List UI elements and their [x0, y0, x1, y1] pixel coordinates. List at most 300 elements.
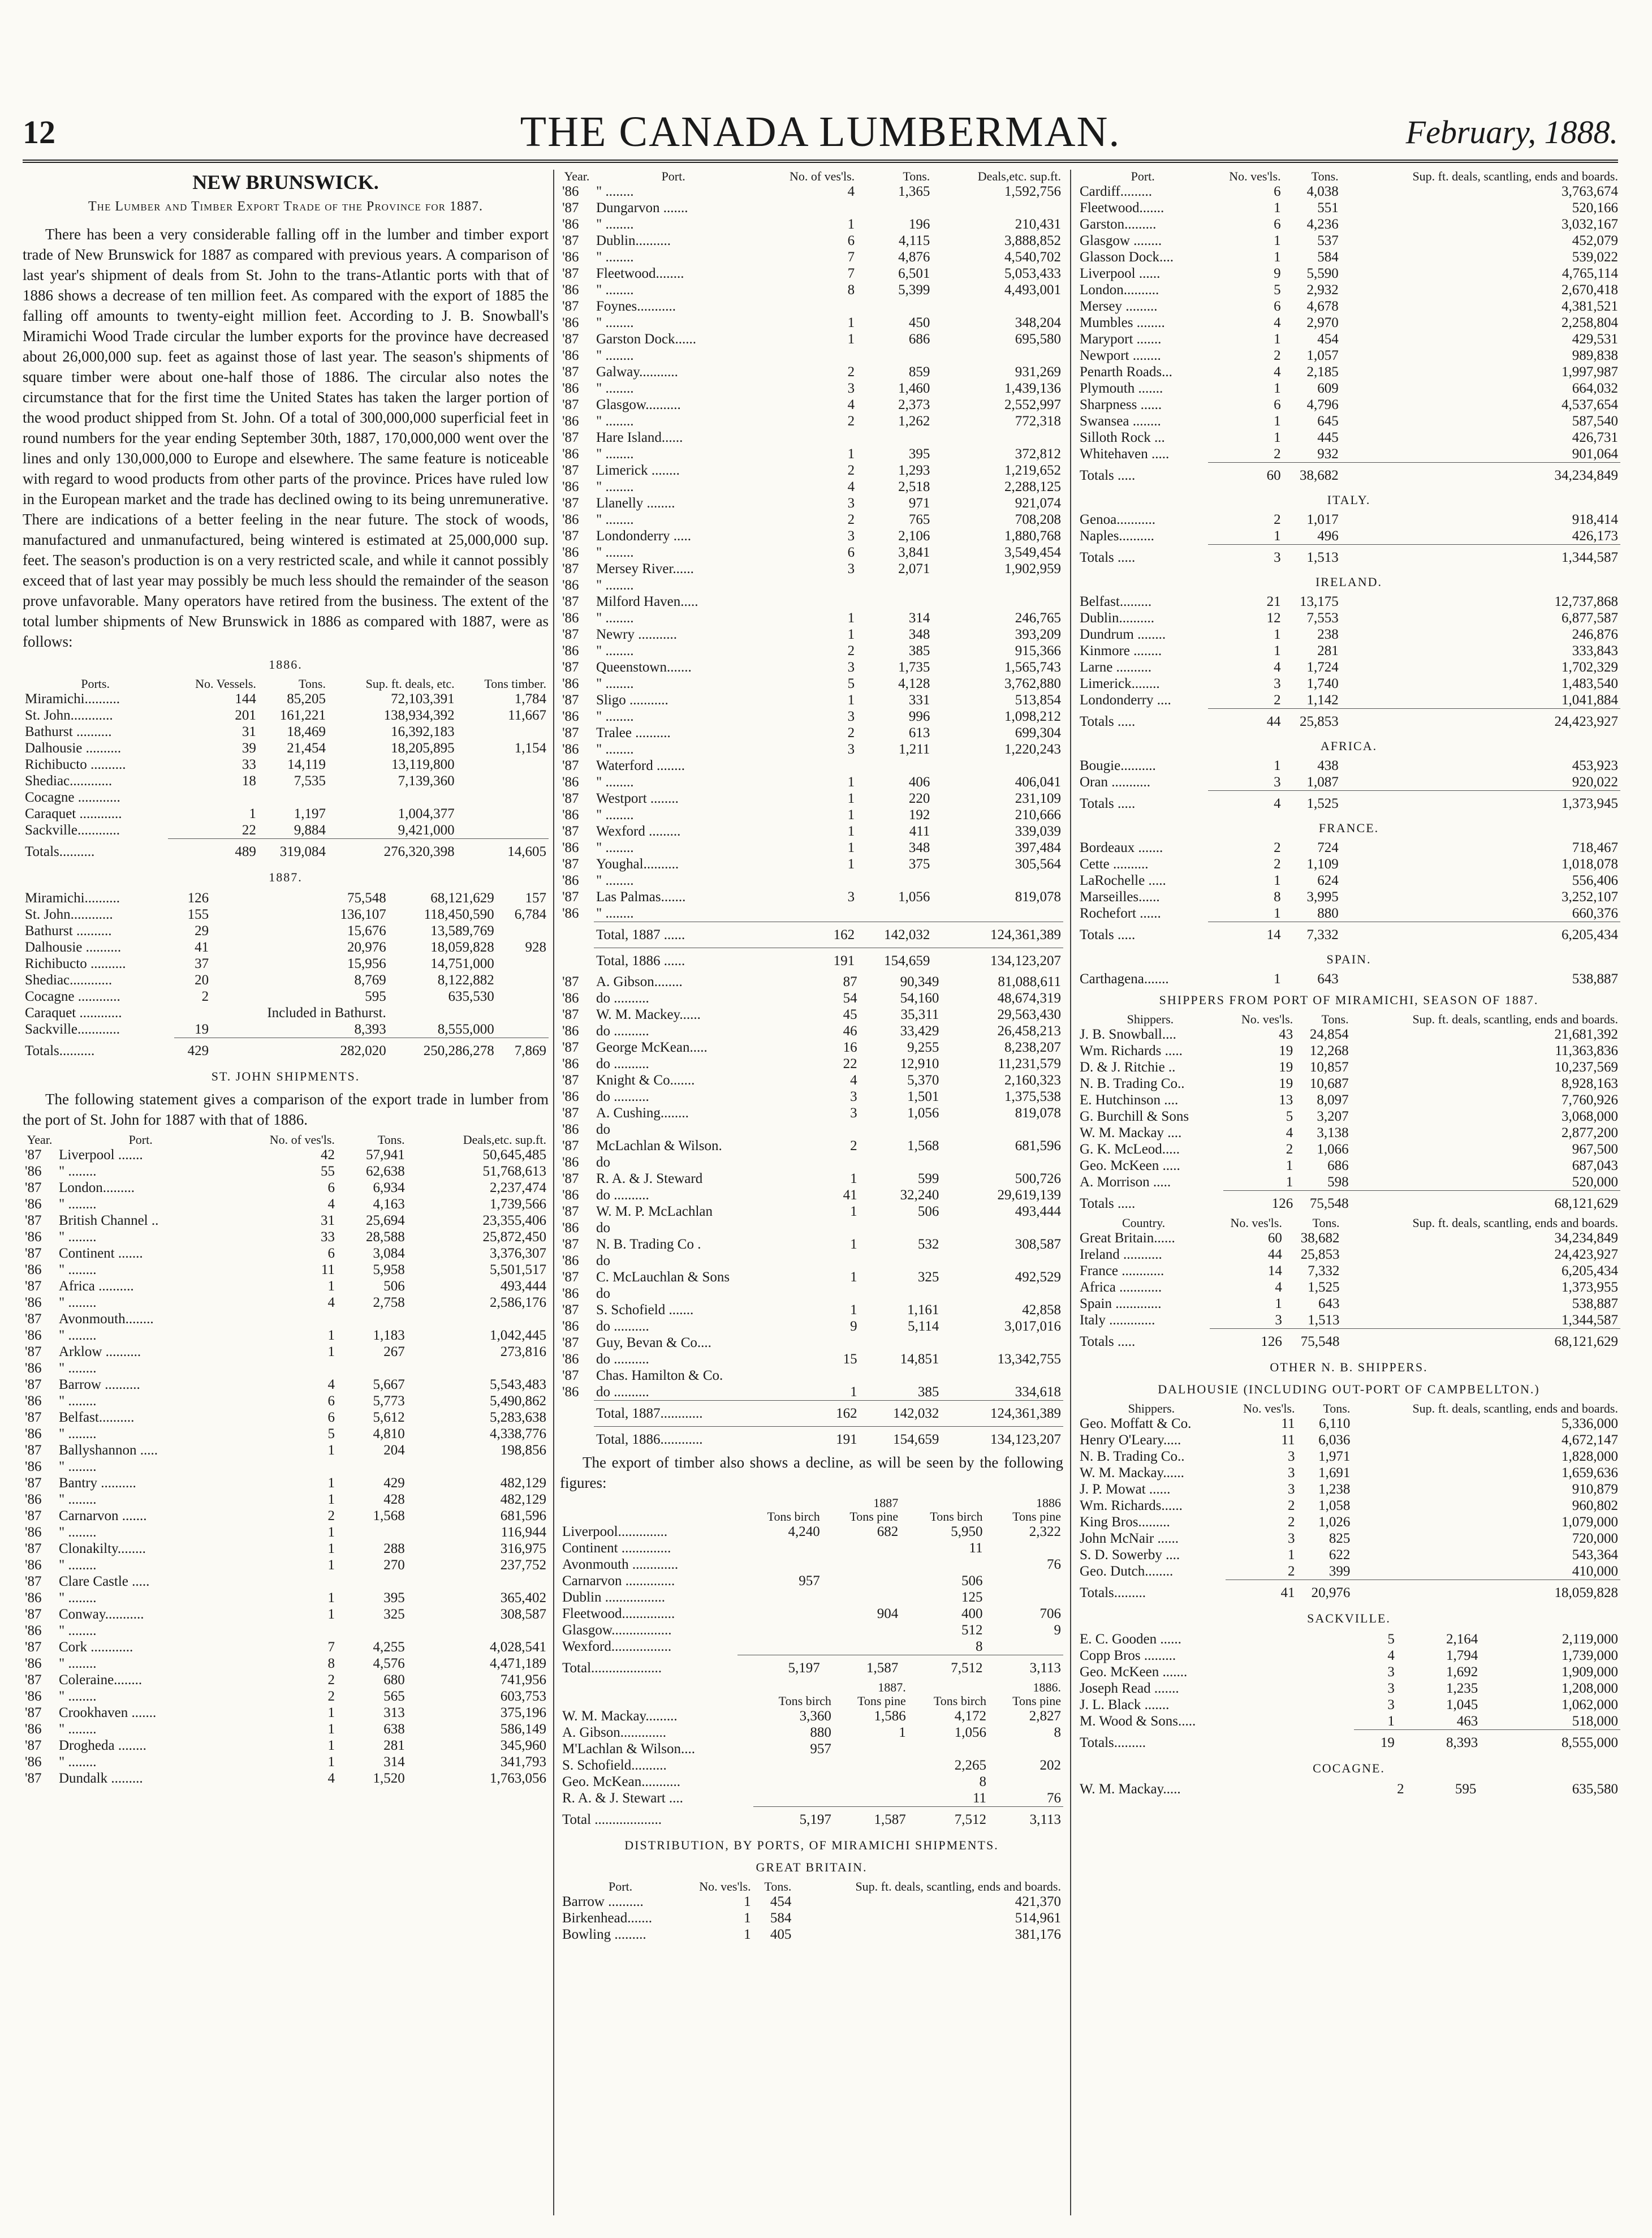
table-row — [560, 659, 1063, 675]
table-cell: 75,548 — [1295, 1191, 1351, 1217]
table-row — [1077, 1448, 1620, 1465]
table-cell: Avonmouth........ — [59, 1311, 154, 1327]
table-cell: Birkenhead....... — [562, 1910, 652, 1926]
table-cell: 5,612 — [373, 1410, 405, 1425]
table-cell: 438 — [1317, 758, 1339, 773]
table-cell: 8,393 — [354, 1022, 386, 1037]
column-header: Port. — [661, 170, 685, 183]
table-cell: '86 — [562, 381, 579, 396]
table-cell: 48,674,319 — [997, 991, 1061, 1006]
table-cell: " ........ — [59, 1361, 97, 1376]
table-cell: Tralee .......... — [596, 725, 671, 741]
table-cell: 11,667 — [508, 708, 546, 723]
table-cell: 3,376,307 — [490, 1246, 546, 1261]
table-cell: do .......... — [596, 1056, 649, 1071]
table-cell: " ........ — [596, 446, 634, 462]
table-cell: 1 — [847, 807, 855, 823]
table-cell: '87 — [562, 1302, 579, 1318]
table-cell: 348 — [908, 627, 930, 642]
table-cell: LaRochelle ..... — [1080, 873, 1166, 888]
column-2 — [560, 170, 1063, 2215]
table-cell: 724 — [1317, 840, 1339, 855]
table-cell — [560, 1401, 594, 1427]
table-cell: 1,098,212 — [1004, 709, 1061, 724]
table-cell: 603,753 — [500, 1689, 546, 1704]
table-cell: do .......... — [596, 1384, 649, 1400]
table-cell: 196 — [908, 217, 930, 232]
table-cell: 1 — [847, 627, 855, 642]
table-cell: 2,265 — [954, 1758, 987, 1773]
table-cell — [497, 988, 549, 1005]
table-row — [1077, 1465, 1620, 1481]
table-cell: 1,057 — [1306, 348, 1339, 363]
table-cell: 8,555,000 — [437, 1022, 494, 1037]
table-cell — [737, 1589, 822, 1606]
table-cell: " ........ — [596, 906, 634, 921]
table-cell: 1 — [1288, 1547, 1295, 1563]
table-row — [1077, 200, 1620, 216]
table-cell: " ........ — [596, 381, 634, 396]
table-cell: 397,484 — [1015, 840, 1061, 855]
table-cell: 1,692 — [1446, 1664, 1478, 1680]
table-cell: 910,879 — [1572, 1482, 1618, 1497]
table-cell: '87 — [562, 1138, 579, 1154]
table-cell: 3 — [1275, 1312, 1282, 1328]
table-cell: 60 — [1208, 463, 1283, 489]
table-cell: Belfast.......... — [59, 1410, 135, 1425]
table-cell: 921,074 — [1015, 496, 1061, 511]
table-cell: 410,000 — [1572, 1564, 1618, 1579]
table-cell: 4,240 — [788, 1524, 820, 1539]
table-cell: '86 — [562, 1122, 579, 1137]
table-row — [1077, 1026, 1620, 1043]
table-cell: '87 — [25, 1180, 42, 1195]
table-cell: 3,207 — [1317, 1109, 1349, 1124]
table-cell: '86 — [25, 1295, 42, 1310]
great-britain-heading: GREAT BRITAIN. — [756, 1860, 868, 1874]
table-cell: 4 — [327, 1377, 335, 1392]
table-row — [1077, 1481, 1620, 1497]
table-cell — [900, 1556, 985, 1573]
table-cell: 37 — [195, 956, 209, 971]
table-cell: Chas. Hamilton & Co. — [596, 1368, 723, 1383]
table-cell: 1,018,078 — [1562, 857, 1618, 872]
table-cell: '87 — [562, 332, 579, 347]
table-cell: '87 — [25, 1410, 42, 1425]
table-cell: 1,042,445 — [490, 1328, 546, 1343]
table-cell: 44 — [1267, 1247, 1282, 1262]
table-cell: 514,961 — [1015, 1910, 1061, 1926]
table-row — [1077, 347, 1620, 364]
table-row — [560, 1236, 1063, 1253]
table-row — [560, 1088, 1063, 1105]
table-cell: '86 — [25, 1328, 42, 1343]
table-cell: J. P. Mowat ...... — [1080, 1482, 1171, 1497]
table-cell — [857, 298, 932, 315]
table-cell: Totals......... — [1080, 1735, 1146, 1750]
table-cell — [407, 1360, 549, 1376]
table-cell: 1,702,329 — [1562, 660, 1618, 675]
table-cell: 445 — [1317, 430, 1339, 445]
table-cell: 5 — [847, 676, 855, 691]
table-cell: " ........ — [596, 315, 634, 330]
table-cell: 2 — [327, 1672, 335, 1688]
table-cell: 6,205,434 — [1341, 922, 1620, 948]
table-cell: 385 — [908, 643, 930, 659]
table-row — [1077, 1697, 1620, 1713]
table-cell: 33 — [241, 757, 256, 772]
table-cell: 520,000 — [1572, 1174, 1618, 1190]
table-row — [560, 1138, 1063, 1154]
table-cell: 624 — [1317, 873, 1339, 888]
table-cell: 4,540,702 — [1004, 249, 1061, 265]
table-row — [23, 1672, 549, 1688]
table-cell: 3 — [850, 1105, 857, 1121]
table-cell: 10,237,569 — [1554, 1060, 1618, 1075]
table-cell: 1 — [847, 332, 855, 347]
table-cell: 1,513 — [1308, 1312, 1340, 1328]
table-cell — [818, 1285, 860, 1302]
table-row — [1077, 1125, 1620, 1141]
table-cell: 1,373,955 — [1562, 1280, 1618, 1295]
table-cell: 20,976 — [347, 940, 386, 955]
table-cell: 142,032 — [860, 1401, 942, 1427]
table-cell: 19 — [1354, 1730, 1397, 1756]
table-cell: 282,020 — [211, 1038, 389, 1064]
table-cell: " ........ — [59, 1590, 97, 1606]
table-cell: 2 — [1274, 446, 1281, 462]
table-cell: 331 — [908, 692, 930, 708]
table-row — [1077, 758, 1620, 774]
table-cell: 276,320,398 — [328, 839, 457, 865]
table-cell — [932, 905, 1063, 922]
table-cell — [753, 577, 857, 593]
table-cell: 1,483,540 — [1562, 676, 1618, 691]
table-cell: 635,530 — [448, 989, 494, 1004]
table-cell — [174, 1005, 211, 1021]
table-row — [560, 593, 1063, 610]
country-heading: AFRICA. — [1320, 739, 1378, 753]
table-cell: 1 — [1274, 332, 1281, 347]
table-cell: 5,501,517 — [490, 1262, 546, 1277]
table-cell: 957 — [799, 1573, 820, 1589]
table-cell: 3 — [847, 381, 855, 396]
timber-shippers-table — [560, 1681, 1063, 1832]
table-cell: 1,565,743 — [1004, 660, 1061, 675]
table-cell: '86 — [25, 1754, 42, 1770]
totals-row — [1077, 1329, 1620, 1355]
table-cell: 2,258,804 — [1562, 315, 1618, 330]
table-cell: 1,183 — [373, 1328, 405, 1343]
table-cell: 7,512 — [908, 1807, 989, 1833]
table-cell: 191 — [818, 1427, 860, 1453]
table-cell: 246,765 — [1015, 610, 1061, 626]
table-cell: Liverpool ....... — [59, 1147, 143, 1163]
table-cell: Bordeaux ....... — [1080, 840, 1163, 855]
table-cell: Africa ............ — [1080, 1280, 1162, 1295]
table-row — [1077, 889, 1620, 905]
table-cell: Larne .......... — [1080, 660, 1152, 675]
table-cell — [941, 1154, 1063, 1170]
table-row — [560, 1285, 1063, 1302]
totals-row — [1077, 463, 1620, 489]
table-cell: 1 — [327, 1475, 335, 1491]
table-cell: 6 — [1274, 184, 1281, 199]
totals-row — [560, 1655, 1063, 1681]
table-row — [560, 1757, 1063, 1774]
table-cell: 1 — [327, 1754, 335, 1770]
table-cell: '87 — [562, 496, 579, 511]
table-cell: M'Lachlan & Wilson.... — [562, 1741, 695, 1757]
column-header: Sup. ft. deals, scantling, ends and boards. — [1412, 170, 1618, 183]
table-cell: 4,876 — [898, 249, 930, 265]
table-cell: '87 — [562, 1368, 579, 1383]
table-cell: 2 — [847, 364, 855, 380]
article-body — [23, 224, 549, 652]
table-cell: 4,672,147 — [1562, 1432, 1618, 1448]
table-cell: 41 — [843, 1187, 857, 1203]
table-cell: 2,071 — [898, 561, 930, 576]
sackville-title: SACKVILLE. — [1307, 1611, 1391, 1625]
totals-row — [1077, 791, 1620, 817]
table-cell: Knight & Co....... — [596, 1073, 695, 1088]
table-row — [1077, 265, 1620, 282]
table-cell: 1 — [847, 824, 855, 839]
table-cell: 3 — [1288, 1449, 1295, 1464]
table-cell: 1 — [327, 1607, 335, 1622]
table-cell: " ........ — [59, 1689, 97, 1704]
table-cell: Dalhousie .......... — [25, 741, 122, 756]
table-cell: 1 — [1274, 643, 1281, 659]
table-cell: 8,928,163 — [1562, 1076, 1618, 1091]
table-row — [560, 1269, 1063, 1285]
table-cell — [822, 1638, 900, 1655]
table-cell: 496 — [1317, 528, 1339, 544]
table-cell: 14,851 — [900, 1352, 939, 1367]
table-cell: " ........ — [596, 545, 634, 560]
table-cell: Continent ....... — [59, 1246, 143, 1261]
table-cell: 4,236 — [1306, 217, 1339, 232]
table-cell: " ........ — [596, 249, 634, 265]
column-header: Tons pine — [849, 1509, 899, 1523]
table-cell: 3 — [847, 528, 855, 544]
table-row — [560, 561, 1063, 577]
table-cell: 1 — [850, 1237, 857, 1252]
table-cell — [860, 1121, 942, 1138]
table-row — [560, 1708, 1063, 1724]
table-row — [560, 1302, 1063, 1318]
table-cell: Caraquet ............ — [25, 806, 122, 821]
table-row — [560, 1622, 1063, 1638]
table-cell: 12 — [1266, 610, 1281, 626]
table-cell: Galway........... — [596, 364, 678, 380]
table-cell: 609 — [1317, 381, 1339, 396]
table-cell — [985, 1589, 1063, 1606]
year-label: 1886. — [269, 657, 303, 672]
column-header: Tons pine — [1012, 1509, 1061, 1523]
table-cell: 7,139,360 — [398, 773, 455, 789]
table-cell: 3,360 — [799, 1708, 831, 1724]
table-cell: 1 — [850, 1302, 857, 1318]
table-cell: Glasgow.......... — [596, 397, 681, 412]
table-row — [560, 429, 1063, 446]
table-cell: 3 — [1274, 676, 1281, 691]
table-cell: 2 — [1288, 1498, 1295, 1513]
table-row — [1077, 610, 1620, 626]
table-cell: 2,552,997 — [1004, 397, 1061, 412]
table-cell: Total, 1886............ — [594, 1427, 818, 1453]
table-cell: " ........ — [596, 512, 634, 527]
table-cell: 967,500 — [1572, 1142, 1618, 1157]
table-cell — [560, 922, 594, 948]
table-cell: do — [596, 1286, 610, 1301]
table-row — [1077, 626, 1620, 643]
table-cell: 3 — [1274, 774, 1281, 790]
table-cell: 4 — [1274, 364, 1281, 380]
table-cell: 931,269 — [1015, 364, 1061, 380]
table-row — [1077, 397, 1620, 413]
table-cell: 24,423,927 — [1554, 1247, 1618, 1262]
column-header: Port. — [128, 1133, 153, 1147]
table-row — [560, 1121, 1063, 1138]
table-cell: 126 — [1223, 1191, 1295, 1217]
table-cell: 595 — [365, 989, 386, 1004]
table-cell: 308,587 — [1015, 1237, 1061, 1252]
table-cell: 543,364 — [1572, 1547, 1618, 1563]
country-summary-table — [1077, 1216, 1620, 1354]
table-row — [1077, 1230, 1620, 1246]
table-cell — [860, 1220, 942, 1236]
table-cell: 493,444 — [500, 1279, 546, 1294]
table-cell: 29,619,139 — [997, 1187, 1061, 1203]
table-row — [1077, 446, 1620, 463]
table-cell: 138,934,392 — [383, 708, 455, 723]
table-cell: '86 — [562, 610, 579, 626]
table-cell: Totals ..... — [1080, 549, 1136, 565]
table-cell: 8,393 — [1397, 1730, 1480, 1756]
table-cell: 3,113 — [985, 1655, 1063, 1681]
column-header: Ports. — [81, 677, 110, 691]
table-cell — [818, 1121, 860, 1138]
table-cell: '86 — [562, 1089, 579, 1104]
table-cell: 162 — [753, 922, 857, 948]
table-cell: Milford Haven..... — [596, 594, 698, 609]
table-row — [560, 725, 1063, 741]
table-cell: 325 — [383, 1607, 405, 1622]
table-cell: W. M. P. McLachlan — [596, 1204, 713, 1219]
table-row — [560, 872, 1063, 889]
table-cell: 500,726 — [1015, 1171, 1061, 1186]
table-cell: '87 — [562, 1269, 579, 1285]
table-row — [560, 1638, 1063, 1655]
table-cell — [753, 1774, 834, 1790]
table-cell: '87 — [562, 627, 579, 642]
column-header: Country. — [1122, 1216, 1166, 1230]
table-row — [560, 807, 1063, 823]
table-row — [560, 1220, 1063, 1236]
table-cell: 2 — [847, 512, 855, 527]
column-1 — [23, 170, 549, 2215]
table-cell: 5,053,433 — [1004, 266, 1061, 281]
table-row — [23, 1737, 549, 1754]
column-header: No. of ves'ls. — [269, 1133, 335, 1147]
table-cell: Total, 1887 ...... — [594, 922, 753, 948]
table-cell: S. D. Sowerby .... — [1080, 1547, 1180, 1563]
table-cell — [168, 789, 258, 806]
table-cell: 270 — [383, 1557, 405, 1573]
table-cell: 5,773 — [373, 1393, 405, 1409]
table-cell: 8 — [1274, 889, 1281, 905]
table-row — [560, 1741, 1063, 1757]
table-cell: 1 — [1274, 627, 1281, 642]
table-row — [23, 1021, 549, 1038]
table-cell: 21 — [1266, 594, 1281, 609]
table-cell — [457, 789, 549, 806]
table-cell: " ........ — [59, 1525, 97, 1540]
table-cell: W. M. Mackay...... — [1080, 1465, 1184, 1480]
table-cell: 62,638 — [365, 1164, 405, 1179]
table-cell: 16 — [843, 1040, 857, 1055]
table-row — [560, 183, 1063, 200]
table-cell: 3 — [847, 561, 855, 576]
table-cell: 2 — [327, 1689, 335, 1704]
table-row — [1077, 331, 1620, 347]
table-cell: 1 — [327, 1738, 335, 1753]
table-cell: 3 — [847, 660, 855, 675]
table-cell: 518,000 — [1572, 1714, 1618, 1729]
table-row — [1077, 643, 1620, 659]
table-cell: " ........ — [596, 807, 634, 823]
table-cell: 5 — [1274, 282, 1281, 298]
table-cell — [932, 298, 1063, 315]
table-cell: 81,088,611 — [998, 974, 1061, 989]
country-heading: FRANCE. — [1318, 821, 1379, 835]
other-shippers-title: OTHER N. B. SHIPPERS. — [1270, 1360, 1428, 1374]
table-row — [560, 974, 1063, 990]
table-row — [560, 282, 1063, 298]
table-cell: 34,234,849 — [1341, 463, 1620, 489]
table-cell: 645 — [1317, 414, 1339, 429]
table-cell: " ........ — [596, 184, 634, 199]
table-cell: 20,976 — [1297, 1580, 1353, 1606]
table-cell: Totals ..... — [1080, 927, 1136, 942]
country-heading: IRELAND. — [1315, 575, 1383, 589]
table-cell: 880 — [810, 1725, 831, 1740]
column-header: Deals,etc. sup.ft. — [977, 170, 1061, 183]
table-cell: 8,238,207 — [1004, 1040, 1061, 1055]
table-row — [23, 1278, 549, 1294]
table-cell: 6 — [327, 1410, 335, 1425]
table-cell: 3 — [847, 709, 855, 724]
table-cell: 7,332 — [1283, 922, 1341, 948]
table-cell: 551 — [1317, 200, 1339, 216]
table-cell: 1 — [1274, 414, 1281, 429]
table-cell: Avonmouth ............. — [562, 1557, 679, 1572]
table-cell: 395 — [908, 446, 930, 462]
table-cell: 381,176 — [1015, 1927, 1061, 1942]
table-row — [560, 511, 1063, 528]
table-cell: 348 — [908, 840, 930, 855]
table-row — [560, 446, 1063, 462]
table-cell: 7 — [847, 266, 855, 281]
table-cell: '86 — [562, 807, 579, 823]
table-cell: 595 — [1455, 1781, 1477, 1797]
table-cell: 1 — [327, 1541, 335, 1556]
table-cell: Guy, Bevan & Co.... — [596, 1335, 711, 1350]
table-row — [1077, 528, 1620, 545]
table-cell: 512 — [961, 1622, 983, 1638]
table-cell: Carnarvon .............. — [562, 1573, 675, 1589]
